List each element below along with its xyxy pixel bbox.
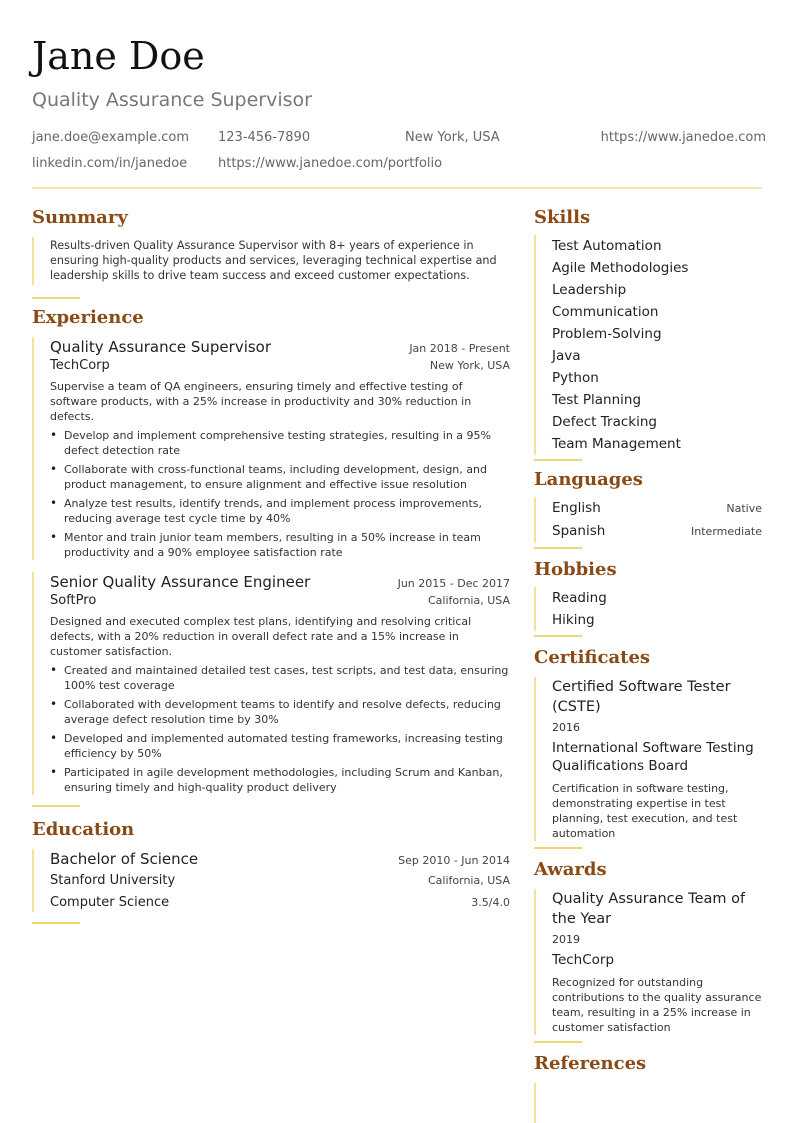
languages-heading: Languages (534, 469, 643, 490)
certificates-heading: Certificates (534, 647, 651, 668)
achievement-item: • Participated in agile development methodologies, including Scrum and Kanban, ensuring timely and high-quality product delivery (50, 765, 510, 795)
degree: Bachelor of Science (50, 850, 199, 868)
education-item (32, 849, 510, 912)
language-level: Native (726, 502, 762, 515)
certificate-title: Certified Software Tester (CSTE) (552, 679, 731, 715)
gpa: 3.5/4.0 (471, 896, 510, 909)
language-level: Intermediate (691, 525, 762, 538)
school-location: California, USA (428, 874, 510, 887)
skill-item: Python (552, 370, 599, 386)
achievement-item: • Created and maintained detailed test cases, test scripts, and test data, ensuring 100% test coverage (50, 663, 510, 693)
skill-item: Leadership (552, 282, 627, 298)
achievement-item: • Collaborated with development teams to identify and resolve defects, reducing average defect resolution time by 30% (50, 697, 510, 727)
achievement-item: • Developed and implemented automated testing frameworks, increasing testing efficiency by 50% (50, 731, 510, 761)
section-underline (534, 547, 582, 549)
hobby-item: Hiking (552, 612, 595, 628)
skills-heading: Skills (534, 207, 591, 228)
contact-info (32, 128, 766, 188)
job-achievements (50, 428, 510, 560)
job-title: Senior Quality Assurance Engineer (50, 573, 311, 591)
education-heading: Education (32, 819, 135, 840)
skill-item: Problem-Solving (552, 326, 662, 342)
summary-block (32, 237, 510, 285)
section-underline (534, 1041, 582, 1043)
section-underline (32, 922, 80, 924)
summary-text: Results-driven Quality Assurance Supervisor with 8+ years of experience in ensuring high-quality products and services, leveraging technical expertise and leadership skills to drive team success and exceed customer expectations. (50, 239, 497, 282)
skill-item: Test Planning (552, 392, 642, 408)
certificate-issuer: International Software Testing Qualifications Board (552, 740, 754, 774)
skill-item: Communication (552, 304, 659, 320)
references-section (534, 1053, 762, 1123)
job-dates: Jun 2015 - Dec 2017 (397, 577, 510, 590)
achievement-item: • Analyze test results, identify trends, and implement process improvements, reducing average test cycle time by 40% (50, 496, 510, 526)
language-item (552, 497, 762, 520)
language-item (552, 520, 762, 543)
field-of-study: Computer Science (50, 895, 170, 910)
award-year: 2019 (552, 933, 580, 946)
skill-item: Team Management (552, 436, 681, 452)
contact-linkedin[interactable]: linkedin.com/in/janedoe (32, 156, 188, 171)
references-heading: References (534, 1053, 647, 1074)
section-underline (534, 459, 582, 461)
contact-location: New York, USA (405, 130, 500, 145)
right-column (534, 207, 762, 1123)
header-divider (32, 187, 762, 189)
language-name: Spanish (552, 523, 606, 539)
experience-item (32, 572, 510, 795)
section-underline (32, 297, 80, 299)
job-location: California, USA (428, 594, 510, 607)
education-section (32, 819, 510, 924)
job-location: New York, USA (429, 359, 510, 372)
languages-list (534, 497, 762, 543)
skill-item: Test Automation (552, 238, 662, 254)
experience-section (32, 307, 510, 807)
language-name: English (552, 500, 601, 516)
job-company: SoftPro (50, 593, 97, 608)
skill-item: Defect Tracking (552, 414, 657, 430)
section-underline (534, 635, 582, 637)
hobby-item: Reading (552, 590, 607, 606)
hobbies-heading: Hobbies (534, 559, 617, 580)
achievement-item: • Collaborate with cross-functional teams, including development, design, and product management, to ensure alignment and effective issue resolution (50, 462, 510, 492)
skills-list (534, 235, 762, 455)
contact-website[interactable]: https://www.janedoe.com (600, 130, 766, 145)
skills-section (534, 207, 762, 461)
resume-header (32, 34, 766, 171)
hobbies-section (534, 559, 762, 637)
job-title: Quality Assurance Supervisor (50, 338, 272, 356)
references-block (534, 1083, 762, 1123)
achievement-item: • Mentor and train junior team members, resulting in a 50% increase in team productivity and a 90% employee satisfaction rate (50, 530, 510, 560)
section-underline (534, 847, 582, 849)
contact-phone[interactable]: 123-456-7890 (218, 130, 311, 145)
candidate-title: Quality Assurance Supervisor (32, 89, 312, 111)
certificate-item (534, 677, 762, 841)
candidate-name: Jane Doe (32, 34, 205, 78)
contact-email[interactable]: jane.doe@example.com (32, 130, 190, 145)
awards-heading: Awards (534, 859, 607, 880)
languages-section (534, 469, 762, 549)
achievement-item: • Develop and implement comprehensive testing strategies, resulting in a 95% defect detection rate (50, 428, 510, 458)
job-dates: Jan 2018 - Present (409, 342, 510, 355)
school: Stanford University (50, 873, 176, 888)
award-issuer: TechCorp (552, 952, 615, 968)
job-description: Designed and executed complex test plans, identifying and resolving critical defects, with a 20% reduction in overall defect rate and a 15% increase in customer satisfaction. (50, 615, 472, 658)
education-dates: Sep 2010 - Jun 2014 (398, 854, 510, 867)
hobbies-list (534, 587, 762, 631)
experience-item (32, 337, 510, 560)
skill-item: Java (552, 348, 581, 364)
experience-heading: Experience (32, 307, 144, 328)
summary-heading: Summary (32, 207, 128, 228)
certificate-year: 2016 (552, 721, 580, 734)
left-column (32, 207, 510, 924)
contact-portfolio[interactable]: https://www.janedoe.com/portfolio (218, 156, 443, 171)
award-title: Quality Assurance Team of the Year (552, 891, 746, 927)
skill-item: Agile Methodologies (552, 260, 689, 276)
section-underline (32, 805, 80, 807)
job-achievements (50, 663, 510, 795)
certificates-section (534, 647, 762, 849)
awards-section (534, 859, 762, 1043)
award-description: Recognized for outstanding contributions to the quality assurance team, resulting in a 25% increase in customer satisfaction (552, 976, 762, 1034)
award-item (534, 889, 762, 1035)
job-company: TechCorp (50, 358, 110, 373)
job-description: Supervise a team of QA engineers, ensuring timely and effective testing of software products, with a 25% increase in productivity and 30% reduction in defects. (50, 380, 472, 423)
certificate-description: Certification in software testing, demonstrating expertise in test planning, test execution, and test automation (552, 782, 738, 840)
summary-section (32, 207, 510, 299)
